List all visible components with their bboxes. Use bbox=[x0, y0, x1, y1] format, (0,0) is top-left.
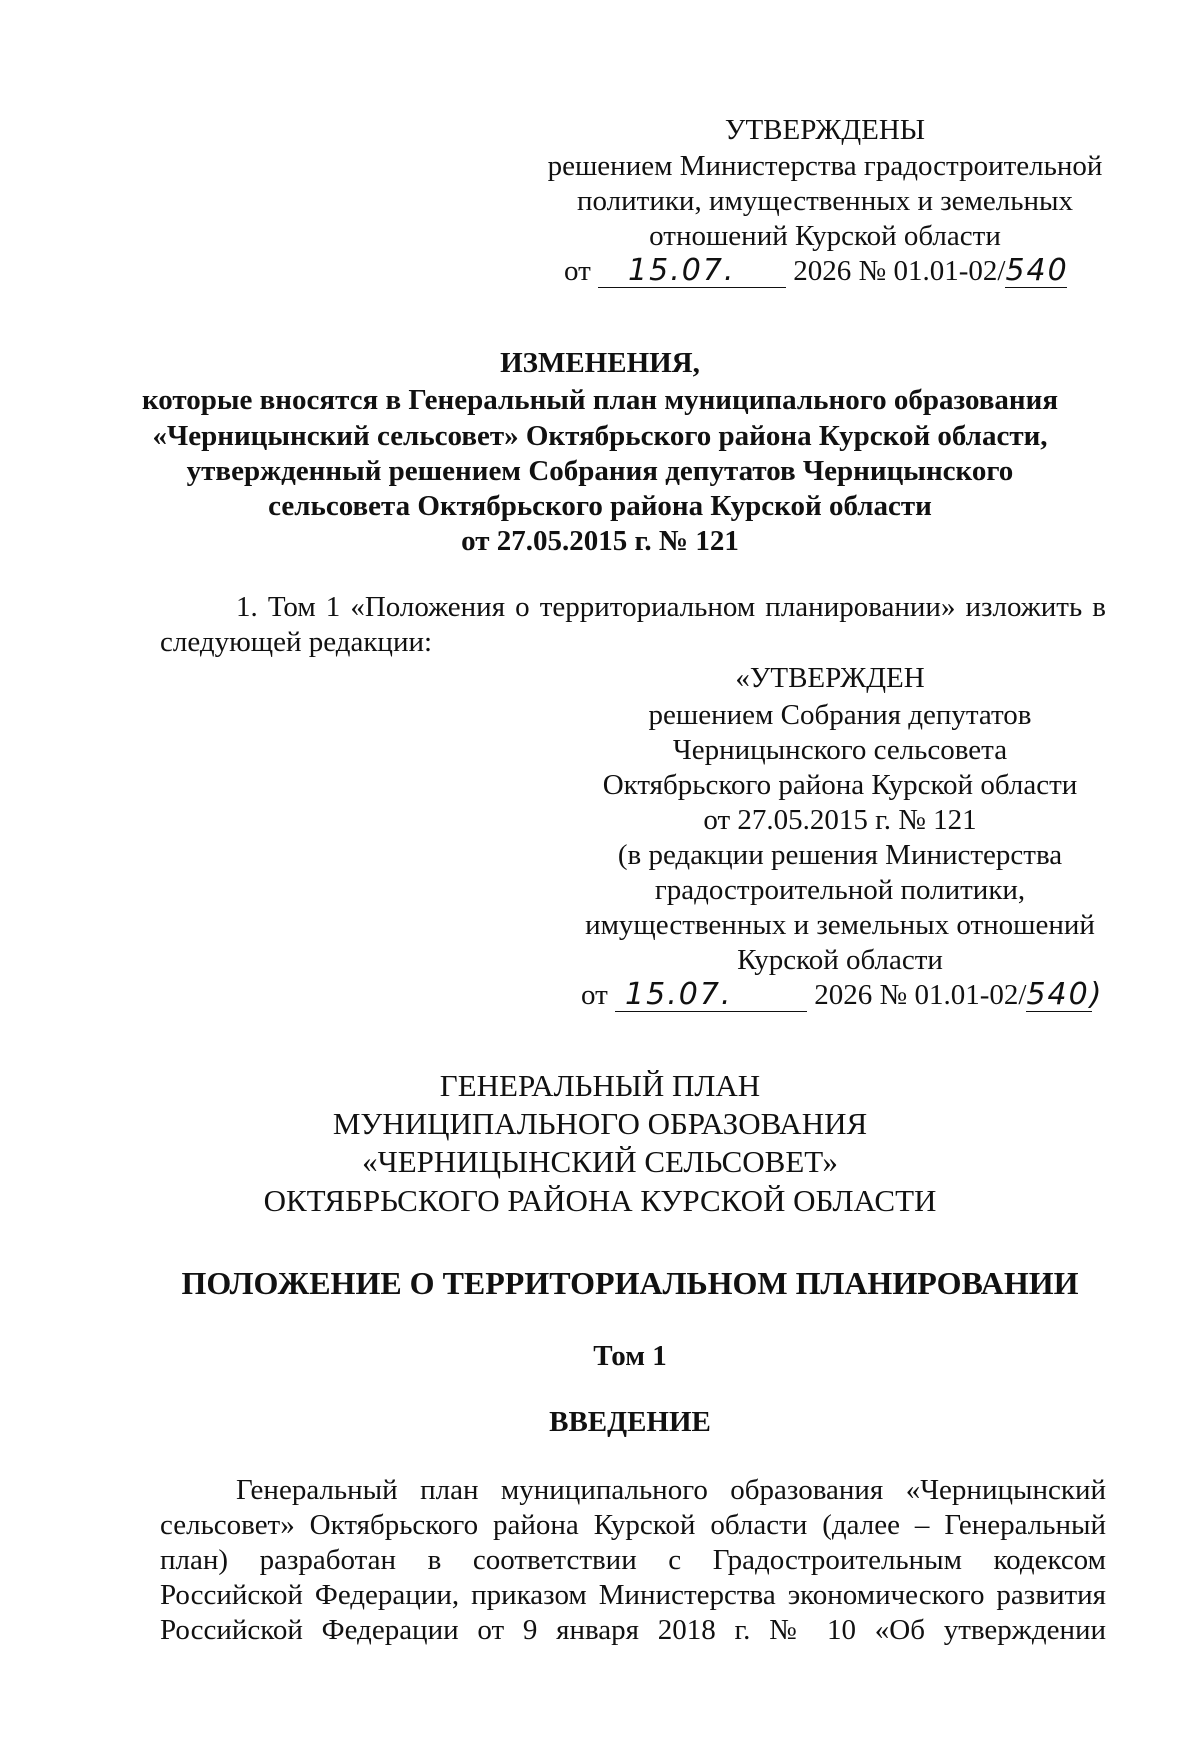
date-blank bbox=[615, 979, 807, 1012]
date-prefix: от bbox=[564, 255, 591, 287]
paragraph-line: Российской Федерации от 9 января 2018 г. № 10 «Об утверждении bbox=[160, 1614, 1106, 1646]
approval-date-line bbox=[581, 977, 1104, 1013]
approval-line: от 27.05.2015 г. № 121 bbox=[703, 804, 977, 836]
approval-line: градостроительной политики, bbox=[654, 874, 1026, 906]
approval-line: отношений Курской области bbox=[649, 220, 1001, 252]
approval-title: «УТВЕРЖДЕН bbox=[735, 662, 925, 694]
handwritten-date: 15.07. bbox=[625, 977, 733, 1012]
year-number: 2026 № 01.01-02/ bbox=[793, 255, 1006, 287]
plan-title-line: «ЧЕРНИЦЫНСКИЙ СЕЛЬСОВЕТ» bbox=[362, 1144, 838, 1179]
plan-title-line: ОКТЯБРЬСКОГО РАЙОНА КУРСКОЙ ОБЛАСТИ bbox=[263, 1183, 937, 1218]
approval-date-line bbox=[564, 253, 1067, 289]
approval-line: Черницынского сельсовета bbox=[672, 734, 1008, 766]
approval-line: политики, имущественных и земельных bbox=[577, 185, 1073, 217]
paragraph-line: план) разработан в соответствии с Градостроительным кодексом bbox=[160, 1544, 1106, 1576]
plan-title-line: ГЕНЕРАЛЬНЫЙ ПЛАН bbox=[439, 1068, 761, 1103]
heading-line: от 27.05.2015 г. № 121 bbox=[461, 525, 739, 557]
intro-title: ВВЕДЕНИЕ bbox=[549, 1406, 711, 1438]
approval-line: имущественных и земельных отношений bbox=[585, 909, 1095, 941]
approval-line: Курской области bbox=[737, 944, 943, 976]
paragraph-line: Российской Федерации, приказом Министерства экономического развития bbox=[160, 1579, 1106, 1611]
volume-title: Том 1 bbox=[593, 1340, 667, 1372]
heading-title: ИЗМЕНЕНИЯ, bbox=[500, 347, 700, 379]
paragraph-line: сельсовет» Октябрьского района Курской области (далее – Генеральный bbox=[160, 1509, 1106, 1541]
handwritten-number: 540) bbox=[1026, 977, 1104, 1012]
item-line: следующей редакции: bbox=[160, 626, 433, 658]
handwritten-number: 540 bbox=[1005, 253, 1069, 288]
approval-line: (в редакции решения Министерства bbox=[617, 839, 1063, 871]
number-blank bbox=[1005, 255, 1067, 288]
heading-line: «Черницынский сельсовет» Октябрьского района Курской области, bbox=[152, 420, 1048, 452]
approval-line: решением Министерства градостроительной bbox=[547, 150, 1103, 182]
paragraph-line: Генеральный план муниципального образования «Черницынский bbox=[236, 1474, 1106, 1506]
heading-line: которые вносятся в Генеральный план муниципального образования bbox=[141, 384, 1059, 416]
heading-line: сельсовета Октябрьского района Курской области bbox=[268, 490, 932, 522]
heading-line: утвержденный решением Собрания депутатов Черницынского bbox=[186, 455, 1014, 487]
handwritten-date: 15.07. bbox=[628, 253, 736, 288]
year-number: 2026 № 01.01-02/ bbox=[814, 979, 1027, 1011]
date-blank bbox=[598, 255, 786, 288]
approval-title: УТВЕРЖДЕНЫ bbox=[724, 114, 926, 146]
approval-line: Октябрьского района Курской области bbox=[602, 769, 1078, 801]
item-line: 1. Том 1 «Положения о территориальном планировании» изложить в bbox=[236, 591, 1106, 623]
section-title: ПОЛОЖЕНИЕ О ТЕРРИТОРИАЛЬНОМ ПЛАНИРОВАНИИ bbox=[181, 1265, 1079, 1301]
plan-title-line: МУНИЦИПАЛЬНОГО ОБРАЗОВАНИЯ bbox=[332, 1106, 868, 1141]
date-prefix: от bbox=[581, 979, 608, 1011]
approval-line: решением Собрания депутатов bbox=[648, 699, 1032, 731]
number-blank bbox=[1026, 977, 1104, 1012]
